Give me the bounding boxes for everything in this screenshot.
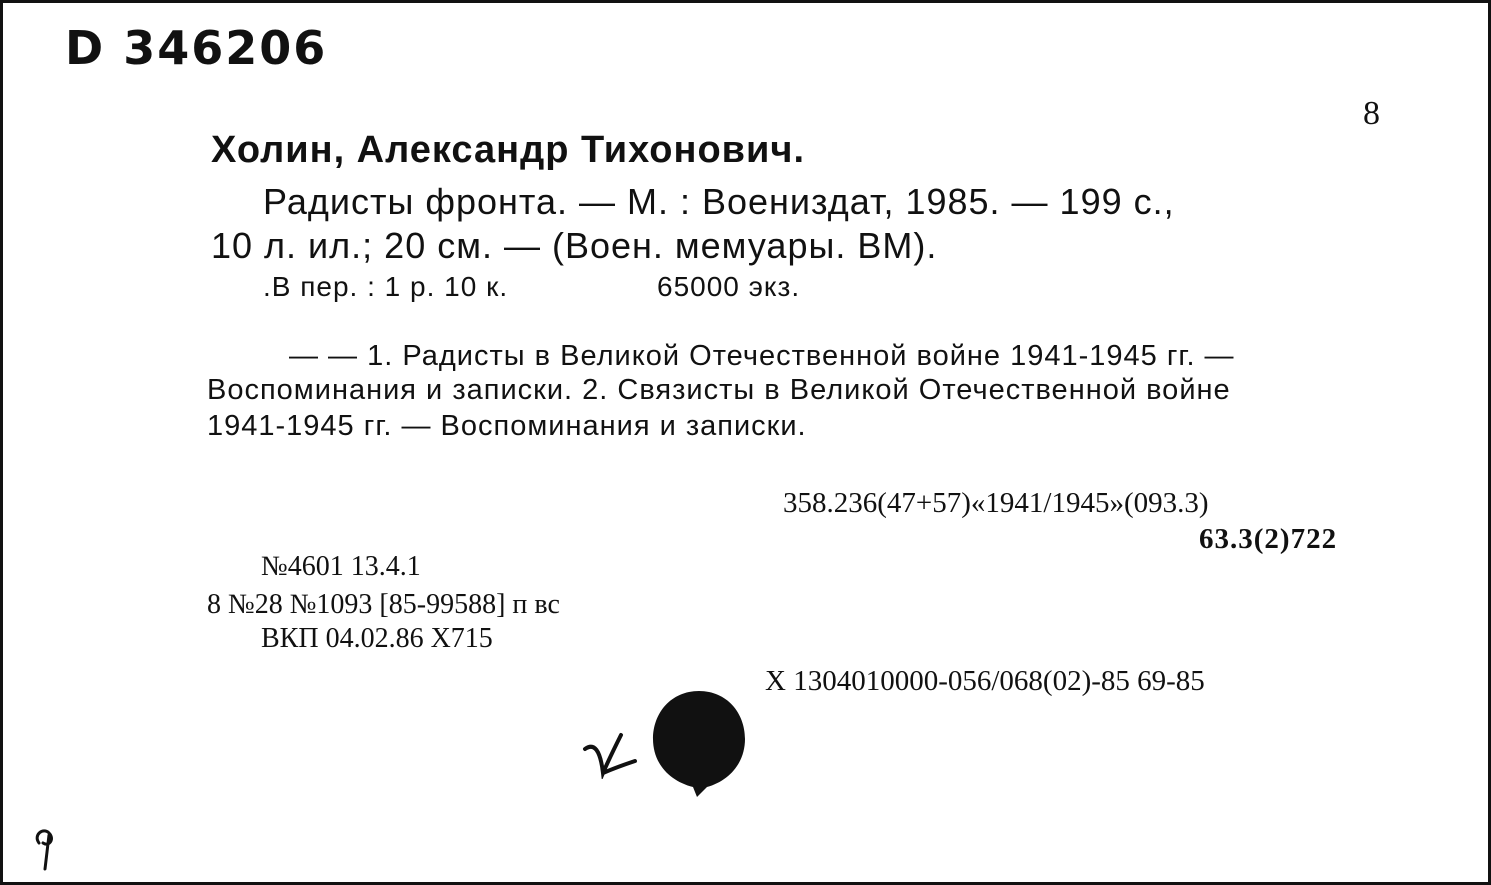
inventory-number: D 346206 — [65, 21, 328, 75]
title-line-1: Радисты фронта. — М. : Воениздат, 1985. — 199 с., — [263, 181, 1175, 222]
tech-line-1: №4601 13.4.1 — [261, 551, 421, 582]
ink-blot-icon — [651, 687, 747, 799]
publisher-code: Х 1304010000-056/068(02)-85 69-85 — [765, 665, 1205, 697]
udk-index: 358.236(47+57)«1941/1945»(093.3) — [783, 487, 1209, 519]
author-heading: Холин, Александр Тихонович. — [211, 129, 806, 171]
handwritten-nine-icon — [31, 825, 61, 875]
sequence-number: 8 — [1363, 95, 1380, 132]
subject-line-2: Воспоминания и записки. 2. Связисты в Великой Отечественной войне — [207, 374, 1231, 406]
tech-line-2: 8 №28 №1093 [85-99588] п вс — [207, 589, 560, 620]
price-text: .В пер. : 1 р. 10 к. — [263, 271, 509, 302]
bbk-index: 63.3(2)722 — [1199, 523, 1338, 555]
print-run-text: 65000 экз. — [657, 271, 801, 302]
handwritten-checkmark-icon — [581, 729, 641, 779]
subject-line-3: 1941-1945 гг. — Воспоминания и записки. — [207, 410, 807, 442]
subject-line-1: — — 1. Радисты в Великой Отечественной войне 1941-1945 гг. — — [289, 340, 1235, 372]
title-line-2: 10 л. ил.; 20 см. — (Воен. мемуары. ВМ). — [211, 225, 938, 266]
tech-line-3: ВКП 04.02.86 Х715 — [261, 623, 493, 654]
